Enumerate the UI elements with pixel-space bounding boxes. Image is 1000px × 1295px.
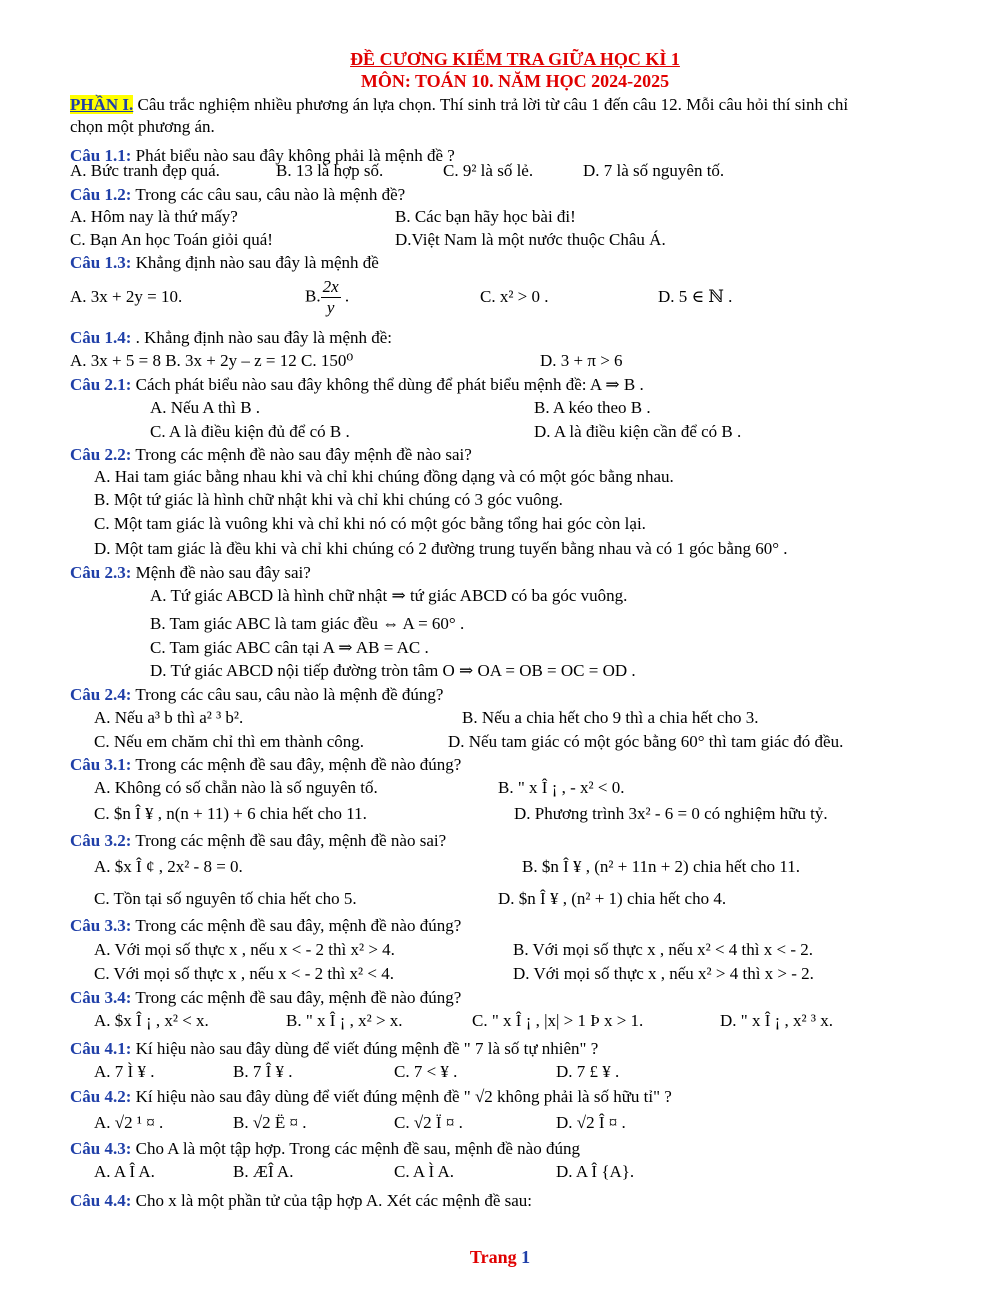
- answer-option: C. √2 Ï ¤ .: [394, 1113, 463, 1132]
- question-line: [70, 562, 311, 584]
- question-line: [70, 444, 472, 466]
- answer-option: A. Bức tranh đẹp quá.: [70, 161, 220, 180]
- answer-option: D. Với mọi số thực x , nếu x² > 4 thì x > - 2.: [513, 964, 814, 983]
- answer-option: C. x² > 0 .: [480, 287, 549, 306]
- answer-option: C. $n Î ¥ , n(n + 11) + 6 chia hết cho 11.: [94, 804, 367, 823]
- answer-option: B. Với mọi số thực x , nếu x² < 4 thì x < - 2.: [513, 940, 813, 959]
- answer-option: A. 7 Ì ¥ .: [94, 1062, 155, 1081]
- answer-option: A. Tứ giác ABCD là hình chữ nhật ⇒ tứ giác ABCD có ba góc vuông.: [150, 586, 628, 605]
- answer-option: D. Một tam giác là đều khi và chỉ khi chúng có 2 đường trung tuyến bằng nhau và có 1 góc bằng 60° .: [94, 539, 788, 558]
- answer-option: B. $n Î ¥ , (n² + 11n + 2) chia hết cho 11.: [522, 857, 800, 876]
- page-number: 1: [521, 1247, 531, 1267]
- part1-intro: [70, 94, 848, 116]
- question-text: Cho x là một phần tử của tập hợp A. Xét các mệnh đề sau:: [131, 1191, 533, 1210]
- question-line: [70, 830, 446, 852]
- question-number: Câu 1.4:: [70, 328, 132, 347]
- answer-option: B. A kéo theo B .: [534, 398, 651, 417]
- question-number: Câu 1.3:: [70, 253, 132, 272]
- answer-option: A. A Î A.: [94, 1162, 155, 1181]
- answer-option: B. 13 là hợp số.: [276, 161, 384, 180]
- question-number: Câu 2.4:: [70, 685, 132, 704]
- question-line: [70, 327, 392, 349]
- answer-option: D. A là điều kiện cần để có B .: [534, 422, 742, 441]
- answer-option: D. 5 ∈ ℕ .: [658, 287, 733, 306]
- question-text: Kí hiệu nào sau đây dùng để viết đúng mệnh đề " 7 là số tự nhiên" ?: [131, 1039, 599, 1058]
- question-line: [70, 1138, 580, 1160]
- question-number: Câu 3.4:: [70, 988, 132, 1007]
- answer-option: C. 7 < ¥ .: [394, 1062, 458, 1081]
- answer-option: B. Một tứ giác là hình chữ nhật khi và chỉ khi chúng có 3 góc vuông.: [94, 490, 563, 509]
- document-subtitle: MÔN: TOÁN 10. NĂM HỌC 2024-2025: [360, 71, 670, 91]
- answer-option: D. 3 + π > 6: [540, 351, 623, 370]
- answer-option: D. A Î {A}.: [556, 1162, 635, 1181]
- answer-option: A. $x Î ¡ , x² < x.: [94, 1011, 209, 1030]
- question-line: [70, 1190, 532, 1212]
- fraction-numerator: 2x: [322, 277, 339, 296]
- answer-option: A. $x Î ¢ , 2x² - 8 = 0.: [94, 857, 243, 876]
- question-text: Cho A là một tập hợp. Trong các mệnh đề sau, mệnh đề nào đúng: [131, 1139, 580, 1158]
- question-text: Mệnh đề nào sau đây sai?: [131, 563, 311, 582]
- question-line: [70, 1038, 598, 1060]
- answer-option: D. Nếu tam giác có một góc bằng 60° thì tam giác đó đều.: [448, 732, 844, 751]
- question-number: Câu 1.2:: [70, 185, 132, 204]
- question-text: Trong các câu sau, câu nào là mệnh đề đúng?: [131, 685, 444, 704]
- question-text: Trong các mệnh đề nào sau đây mệnh đề nào sai?: [131, 445, 472, 464]
- question-number: Câu 4.1:: [70, 1039, 132, 1058]
- question-number: Câu 3.3:: [70, 916, 132, 935]
- question-text: Trong các mệnh đề sau đây, mệnh đề nào đúng?: [131, 916, 462, 935]
- answer-option: C. A Ì A.: [394, 1162, 454, 1181]
- question-number: Câu 4.3:: [70, 1139, 132, 1158]
- answer-option: C. Nếu em chăm chỉ thì em thành công.: [94, 732, 365, 751]
- question-number: Câu 2.1:: [70, 375, 132, 394]
- question-number: Câu 3.2:: [70, 831, 132, 850]
- question-line: [70, 252, 379, 274]
- question-number: Câu 4.4:: [70, 1191, 132, 1210]
- answer-option: D. Tứ giác ABCD nội tiếp đường tròn tâm O ⇒ OA = OB = OC = OD .: [150, 661, 636, 680]
- answer-option: C. Tồn tại số nguyên tố chia hết cho 5.: [94, 889, 357, 908]
- answer-option: A. Không có số chẵn nào là số nguyên tố.: [94, 778, 378, 797]
- question-text: Trong các câu sau, câu nào là mệnh đề?: [131, 185, 406, 204]
- option-1-3-b: [305, 277, 349, 318]
- answer-option: D. $n Î ¥ , (n² + 1) chia hết cho 4.: [498, 889, 727, 908]
- question-number: Câu 3.1:: [70, 755, 132, 774]
- question-line: [70, 184, 405, 206]
- answer-option: A. Nếu a³ b thì a² ³ b².: [94, 708, 244, 727]
- answer-option: B. √2 Ë ¤ .: [233, 1113, 307, 1132]
- answer-option: C. " x Î ¡ , |x| > 1 Þ x > 1.: [472, 1011, 644, 1030]
- answer-option: D. Phương trình 3x² - 6 = 0 có nghiệm hữu tỷ.: [514, 804, 828, 823]
- question-number: Câu 4.2:: [70, 1087, 132, 1106]
- question-line: [70, 1086, 672, 1108]
- answer-option: B. " x Î ¡ , x² > x.: [286, 1011, 403, 1030]
- answer-option: C. Với mọi số thực x , nếu x < - 2 thì x² < 4.: [94, 964, 394, 983]
- part1-label: PHẦN I.: [70, 95, 134, 114]
- answer-option: A. Nếu A thì B .: [150, 398, 261, 417]
- answer-option: D. 7 £ ¥ .: [556, 1062, 620, 1081]
- answer-option: B. Nếu a chia hết cho 9 thì a chia hết cho 3.: [462, 708, 759, 727]
- question-text: . Khẳng định nào sau đây là mệnh đề:: [131, 328, 393, 347]
- question-line: [70, 754, 461, 776]
- part1-text-cont: chọn một phương án.: [70, 117, 215, 136]
- question-text: Khẳng định nào sau đây là mệnh đề: [131, 253, 379, 272]
- answer-option: D. √2 Î ¤ .: [556, 1113, 626, 1132]
- question-text: Cách phát biểu nào sau đây không thể dùng để phát biểu mệnh đề: A ⇒ B .: [131, 375, 644, 394]
- fraction-denominator: y: [326, 298, 335, 317]
- question-text: Trong các mệnh đề sau đây, mệnh đề nào đúng?: [131, 988, 462, 1007]
- answer-option: A. √2 ¹ ¤ .: [94, 1113, 164, 1132]
- answer-option: B. " x Î ¡ , - x² < 0.: [498, 778, 625, 797]
- page-footer: [0, 1247, 1000, 1268]
- question-line: [70, 684, 443, 706]
- answer-option: D. " x Î ¡ , x² ³ x.: [720, 1011, 833, 1030]
- option-label: B.: [305, 286, 321, 306]
- answer-option: B. ÆÎ A.: [233, 1162, 294, 1181]
- answer-option: D. 7 là số nguyên tố.: [583, 161, 725, 180]
- answer-option: C. Một tam giác là vuông khi và chỉ khi nó có một góc bằng tổng hai góc còn lại.: [94, 514, 646, 533]
- answer-option: C. Bạn An học Toán giỏi quá!: [70, 230, 273, 249]
- question-line: [70, 374, 644, 396]
- question-text: Phát biểu nào sau đây không phải là mệnh đề ?: [131, 146, 455, 165]
- footer-label: Trang: [469, 1247, 517, 1267]
- answer-option: A. Hai tam giác bằng nhau khi và chỉ khi chúng đồng dạng và có một góc bằng nhau.: [94, 467, 674, 486]
- answer-option: B. Tam giác ABC là tam giác đều ⇔ A = 60° .: [150, 614, 465, 633]
- answer-option: C. 9² là số lẻ.: [443, 161, 534, 180]
- answer-option: A. Với mọi số thực x , nếu x < - 2 thì x² > 4.: [94, 940, 395, 959]
- question-number: Câu 2.3:: [70, 563, 132, 582]
- question-text: Kí hiệu nào sau đây dùng để viết đúng mệnh đề " √2 không phải là số hữu tỉ" ?: [131, 1087, 672, 1106]
- question-line: [70, 987, 461, 1009]
- option-tail: .: [340, 286, 350, 306]
- answer-option: B. 7 Î ¥ .: [233, 1062, 293, 1081]
- answer-option: C. Tam giác ABC cân tại A ⇒ AB = AC .: [150, 638, 429, 657]
- question-number: Câu 2.2:: [70, 445, 132, 464]
- answer-option: B. Các bạn hãy học bài đi!: [395, 207, 576, 226]
- part1-text: Câu trắc nghiệm nhiều phương án lựa chọn. Thí sinh trả lời từ câu 1 đến câu 12. Mỗi câu hỏi thí sinh chỉ: [133, 95, 849, 114]
- answer-option: C. A là điều kiện đủ để có B .: [150, 422, 350, 441]
- answer-option: A. 3x + 5 = 8 B. 3x + 2y – z = 12 C. 150⁰: [70, 351, 354, 370]
- question-number: Câu 1.1:: [70, 146, 132, 165]
- document-title: ĐỀ CƯƠNG KIỂM TRA GIỮA HỌC KÌ 1: [350, 49, 680, 69]
- fraction: [321, 277, 341, 318]
- question-text: Trong các mệnh đề sau đây, mệnh đề nào đúng?: [131, 755, 462, 774]
- question-text: Trong các mệnh đề sau đây, mệnh đề nào sai?: [131, 831, 447, 850]
- answer-option: A. 3x + 2y = 10.: [70, 287, 183, 306]
- question-line: [70, 915, 461, 937]
- answer-option: D.Việt Nam là một nước thuộc Châu Á.: [395, 230, 666, 249]
- answer-option: A. Hôm nay là thứ mấy?: [70, 207, 238, 226]
